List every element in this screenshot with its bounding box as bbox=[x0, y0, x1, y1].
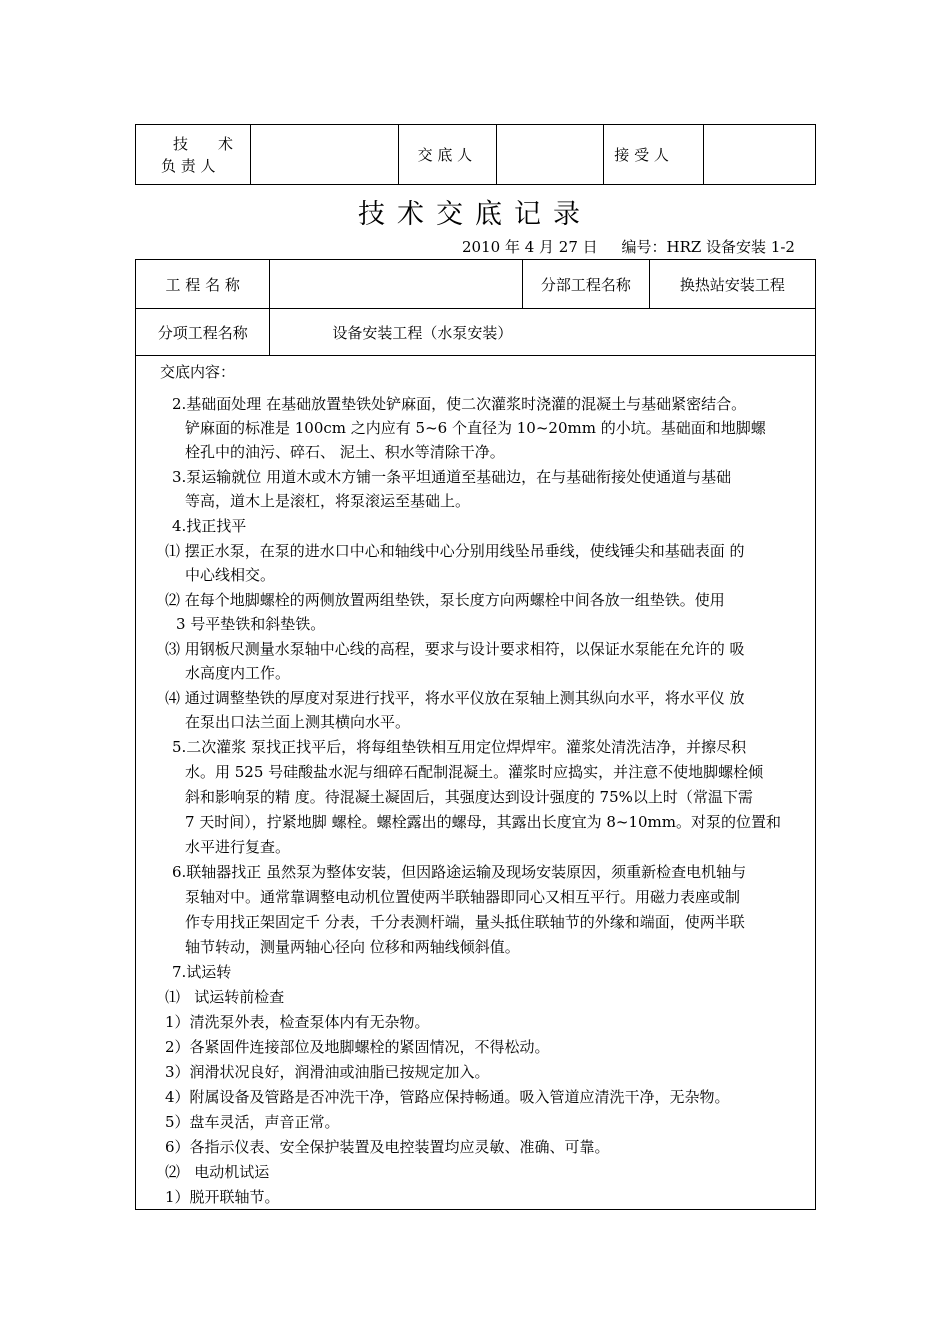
content-line: 轴节转动，测量两轴心径向 位移和两轴线倾斜值。 bbox=[185, 938, 520, 956]
content-line: 2）各紧固件连接部位及地脚螺栓的紧固情况，不得松动。 bbox=[165, 1038, 550, 1056]
content-line: 7 天时间），拧紧地脚 螺栓。螺栓露出的螺母，其露出长度宜为 8~10mm。对泵的位置和 bbox=[185, 813, 781, 831]
handover-value-cell[interactable] bbox=[496, 125, 604, 185]
handover-label-cell bbox=[398, 125, 496, 185]
content-line: 2.基础面处理 在基础放置垫铁处铲麻面，使二次灌浆时浇灌的混凝土与基础紧密结合。 bbox=[172, 395, 747, 413]
content-line: 4）附属设备及管路是否冲洗干净，管路应保持畅通。吸入管道应清洗干净，无杂物。 bbox=[165, 1088, 730, 1106]
document-title: 技术交底记录 bbox=[358, 199, 592, 230]
content-line: 3）润滑状况良好，润滑油或油脂已按规定加入。 bbox=[165, 1063, 490, 1081]
item-label: 分项工程名称 bbox=[157, 323, 248, 342]
content-line: 水高度内工作。 bbox=[185, 664, 291, 682]
content-heading: 交底内容： bbox=[160, 363, 236, 381]
content-line: 等高，道木上是滚杠，将泵滚运至基础上。 bbox=[185, 492, 471, 510]
content-line: 水。用 525 号硅酸盐水泥与细碎石配制混凝土。灌浆时应捣实，并注意不使地脚螺栓倾 bbox=[185, 763, 764, 781]
sub-project-label: 分部工程名称 bbox=[540, 275, 631, 294]
content-line: ⑵ 电动机试运 bbox=[165, 1163, 270, 1181]
content-line: 铲麻面的标准是 100cm 之内应有 5~6 个直径为 10~20mm 的小坑。基础面和地脚螺 bbox=[185, 419, 766, 437]
sub-project-value-cell bbox=[649, 260, 815, 309]
content-line: ⑶ 用钢板尺测量水泵轴中心线的高程，要求与设计要求相符，以保证水泵能在允许的 吸 bbox=[165, 640, 745, 658]
tech-lead-label-cell bbox=[136, 125, 251, 185]
item-label-cell bbox=[136, 309, 270, 356]
content-line: 4.找正找平 bbox=[172, 517, 247, 535]
content-line: 3.泵运输就位 用道木或木方铺一条平坦通道至基础边，在与基础衔接处使通道与基础 bbox=[172, 468, 732, 486]
content-line: 6）各指示仪表、安全保护装置及电控装置均应灵敏、准确、可靠。 bbox=[165, 1138, 610, 1156]
item-value: 设备安装工程（水泵安装） bbox=[332, 323, 513, 342]
tech-lead-label-line2: 负 责 人 bbox=[161, 156, 216, 175]
content-line: ⑴ 摆正水泵，在泵的进水口中心和轴线中心分别用线坠吊垂线，使线锤尖和基础表面 的 bbox=[165, 542, 745, 560]
content-line: 5）盘车灵活，声音正常。 bbox=[165, 1113, 340, 1131]
project-name-label-cell bbox=[136, 260, 270, 309]
content-line: 在泵出口法兰面上测其横向水平。 bbox=[185, 713, 411, 731]
tech-lead-label-line1 bbox=[136, 133, 250, 155]
shu-char: 术 bbox=[218, 134, 234, 153]
content-line: 3 号平垫铁和斜垫铁。 bbox=[176, 615, 326, 633]
receiver-label: 接 受 人 bbox=[614, 146, 669, 164]
project-name-value-cell[interactable] bbox=[270, 260, 523, 309]
receiver-value-cell[interactable] bbox=[704, 125, 816, 185]
signature-table bbox=[135, 124, 816, 185]
project-name-label: 工 程 名 称 bbox=[165, 275, 240, 294]
content-line: ⑷ 通过调整垫铁的厚度对泵进行找平，将水平仪放在泵轴上测其纵向水平，将水平仪 放 bbox=[165, 689, 745, 707]
sub-project-value: 换热站安装工程 bbox=[679, 275, 785, 294]
content-line: 1）脱开联轴节。 bbox=[165, 1188, 280, 1206]
date-and-number: 2010 年 4 月 27 日 编号：HRZ 设备安装 1-2 bbox=[462, 238, 795, 256]
content-line: ⑵ 在每个地脚螺栓的两侧放置两组垫铁，泵长度方向两螺栓中间各放一组垫铁。使用 bbox=[165, 591, 725, 609]
tech-lead-value-cell[interactable] bbox=[250, 125, 398, 185]
content-line: 栓孔中的油污、碎石、 泥土、积水等清除干净。 bbox=[185, 443, 505, 461]
tech-char: 技 bbox=[173, 134, 189, 153]
sub-project-label-cell bbox=[523, 260, 649, 309]
content-line: 6.联轴器找正 虽然泵为整体安装，但因路途运输及现场安装原因，须重新检查电机轴与 bbox=[172, 863, 747, 881]
receiver-label-cell bbox=[604, 125, 704, 185]
content-line: ⑴ 试运转前检查 bbox=[165, 988, 285, 1006]
content-line: 7.试运转 bbox=[172, 963, 232, 981]
content-line: 斜和影响泵的精 度。待混凝土凝固后，其强度达到设计强度的 75%以上时（常温下需 bbox=[185, 788, 753, 806]
content-line: 1）清洗泵外表，检查泵体内有无杂物。 bbox=[165, 1013, 430, 1031]
content-line: 泵轴对中。通常靠调整电动机位置使两半联轴器即同心又相互平行。用磁力表座或制 bbox=[185, 888, 741, 906]
content-line: 中心线相交。 bbox=[185, 566, 276, 584]
handover-label: 交 底 人 bbox=[417, 146, 473, 164]
content-line: 水平进行复查。 bbox=[185, 838, 291, 856]
content-line: 5.二次灌浆 泵找正找平后，将每组垫铁相互用定位焊焊牢。灌浆处清洗洁净，并擦尽积 bbox=[172, 738, 747, 756]
content-line: 作专用找正架固定千 分表，千分表测杆端，量头抵住联轴节的外缘和端面，使两半联 bbox=[185, 913, 745, 931]
item-value-cell bbox=[270, 309, 816, 356]
